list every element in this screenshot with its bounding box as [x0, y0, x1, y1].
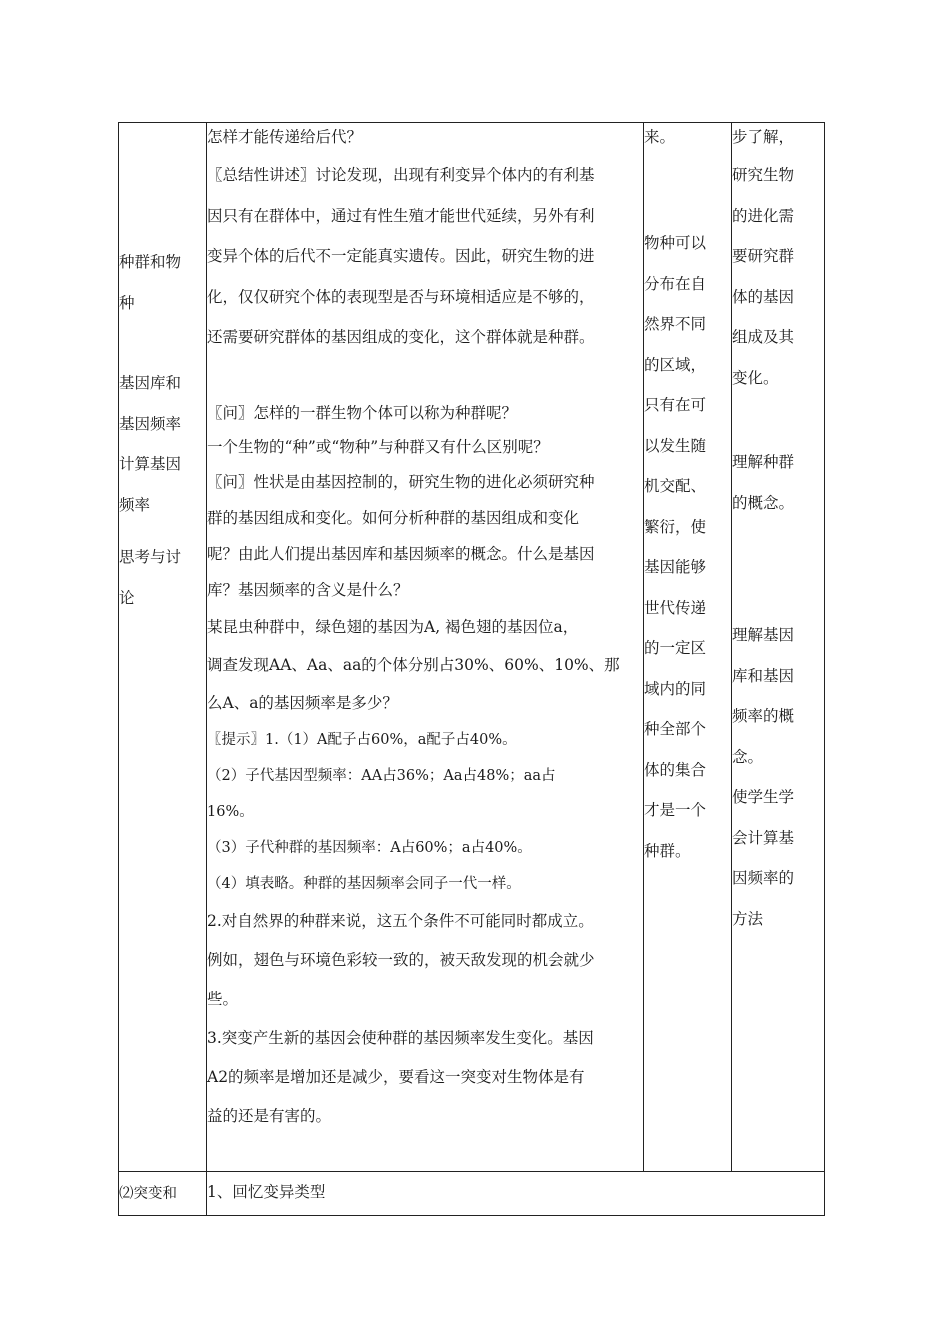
table-row	[119, 1172, 825, 1216]
content-line: 例如，翅色与环境色彩较一致的，被天敌发现的机会就少	[207, 950, 595, 969]
content-line: 16%。	[207, 803, 254, 820]
content-line: 〖总结性讲述〗讨论发现，出现有利变异个体内的有利基	[207, 166, 595, 184]
content-line: 化，仅仅研究个体的表现型是否与环境相适应是不够的，	[207, 287, 595, 306]
content-line: 一个生物的“种”或“物种”与种群又有什么区别呢？	[207, 437, 549, 456]
intent-line: 念。	[732, 747, 764, 766]
intent-line: 方法	[732, 909, 764, 928]
student-line: 繁衍，使	[644, 517, 707, 536]
content-line: 变异个体的后代不一定能真实遗传。因此，研究生物的进	[207, 247, 595, 265]
topic-line: ⑵突变和	[119, 1186, 177, 1202]
content-line: 2.对自然界的种群来说，这五个条件不可能同时都成立。	[207, 911, 594, 930]
topic-column	[119, 123, 207, 1172]
student-line: 以发生随	[644, 436, 707, 455]
intent-line: 变化。	[732, 368, 779, 387]
lesson-table	[118, 122, 825, 1216]
content-line: 3.突变产生新的基因会使种群的基因频率发生变化。基因	[207, 1028, 594, 1047]
student-line: 只有在可	[644, 396, 707, 414]
content-line: 〖问〗性状是由基因控制的，研究生物的进化必须研究种	[207, 472, 595, 491]
content-line: 呢？由此人们提出基因库和基因频率的概念。什么是基因	[207, 544, 595, 563]
intent-line: 频率的概	[732, 707, 795, 725]
topic-line: 种	[119, 293, 135, 312]
intent-line: 组成及其	[732, 328, 795, 346]
content-line: 因只有在群体中，通过有性生殖才能世代延续，另外有利	[207, 206, 595, 225]
content-line: 〖问〗怎样的一群生物个体可以称为种群呢？	[207, 403, 518, 422]
content-line: A2的频率是增加还是减少，要看这一突变对生物体是有	[207, 1067, 585, 1086]
content-line: 群的基因组成和变化。如何分析种群的基因组成和变化	[207, 508, 580, 527]
topic-line: 频率	[119, 495, 151, 514]
intent-line: 因频率的	[732, 869, 795, 887]
content-line: （3）子代种群的基因频率：A占60%；a占40%。	[207, 839, 532, 856]
topic-cell	[119, 1172, 207, 1216]
design-intent-column	[732, 123, 825, 1172]
student-line: 基因能够	[644, 558, 707, 576]
content-line: 些。	[207, 989, 239, 1008]
content-line: 1、回忆变异类型	[207, 1183, 326, 1201]
intent-line: 步了解，	[732, 128, 795, 146]
content-line: （4）填表略。种群的基因频率会同子一代一样。	[207, 875, 521, 892]
topic-line: 论	[119, 588, 135, 607]
student-line: 域内的同	[644, 679, 707, 698]
content-line: 益的还是有害的。	[207, 1106, 332, 1125]
content-line: 某昆虫种群中，绿色翅的基因为A, 褐色翅的基因位a，	[207, 617, 579, 636]
topic-line: 基因库和	[119, 374, 182, 392]
content-line: 怎样才能传递给后代？	[207, 128, 363, 146]
student-line: 的区域，	[644, 355, 707, 374]
student-line: 机交配、	[644, 477, 707, 495]
intent-line: 要研究群	[732, 247, 795, 265]
intent-line: 的概念。	[732, 493, 795, 512]
content-line: （2）子代基因型频率：AA占36%；Aa占48%；aa占	[207, 767, 556, 784]
intent-line: 的进化需	[732, 206, 795, 225]
student-activity-column	[644, 123, 732, 1172]
student-line: 分布在自	[644, 274, 707, 293]
topic-line: 基因频率	[119, 414, 182, 433]
student-line: 的一定区	[644, 639, 707, 657]
content-line: 么A、a的基因频率是多少？	[207, 693, 398, 712]
content-cell	[207, 1172, 825, 1216]
student-line: 然界不同	[644, 315, 707, 333]
content-column	[207, 123, 644, 1172]
student-line: 物种可以	[644, 234, 707, 252]
student-line: 种群。	[644, 841, 691, 860]
topic-line: 计算基因	[119, 455, 182, 473]
intent-line: 理解基因	[732, 626, 795, 644]
content-line: 库？基因频率的含义是什么？	[207, 580, 409, 599]
intent-line: 理解种群	[732, 453, 795, 471]
topic-line: 思考与讨	[119, 548, 182, 566]
student-line: 才是一个	[644, 801, 707, 819]
intent-line: 体的基因	[732, 287, 795, 306]
student-line: 体的集合	[644, 760, 707, 779]
content-line: 调查发现AA、Aa、aa的个体分别占30%、60%、10%、那	[207, 655, 620, 674]
topic-line: 种群和物	[119, 253, 182, 271]
intent-line: 会计算基	[732, 828, 795, 847]
student-line: 世代传递	[644, 598, 707, 617]
intent-line: 库和基因	[732, 666, 795, 685]
intent-line: 使学生学	[732, 788, 795, 806]
student-line: 种全部个	[644, 720, 707, 738]
student-line: 来。	[644, 128, 676, 146]
table-row	[119, 123, 825, 1172]
content-line: 还需要研究群体的基因组成的变化，这个群体就是种群。	[207, 328, 595, 346]
content-line: 〖提示〗1.（1）A配子占60%，a配子占40%。	[207, 731, 517, 748]
intent-line: 研究生物	[732, 166, 795, 184]
